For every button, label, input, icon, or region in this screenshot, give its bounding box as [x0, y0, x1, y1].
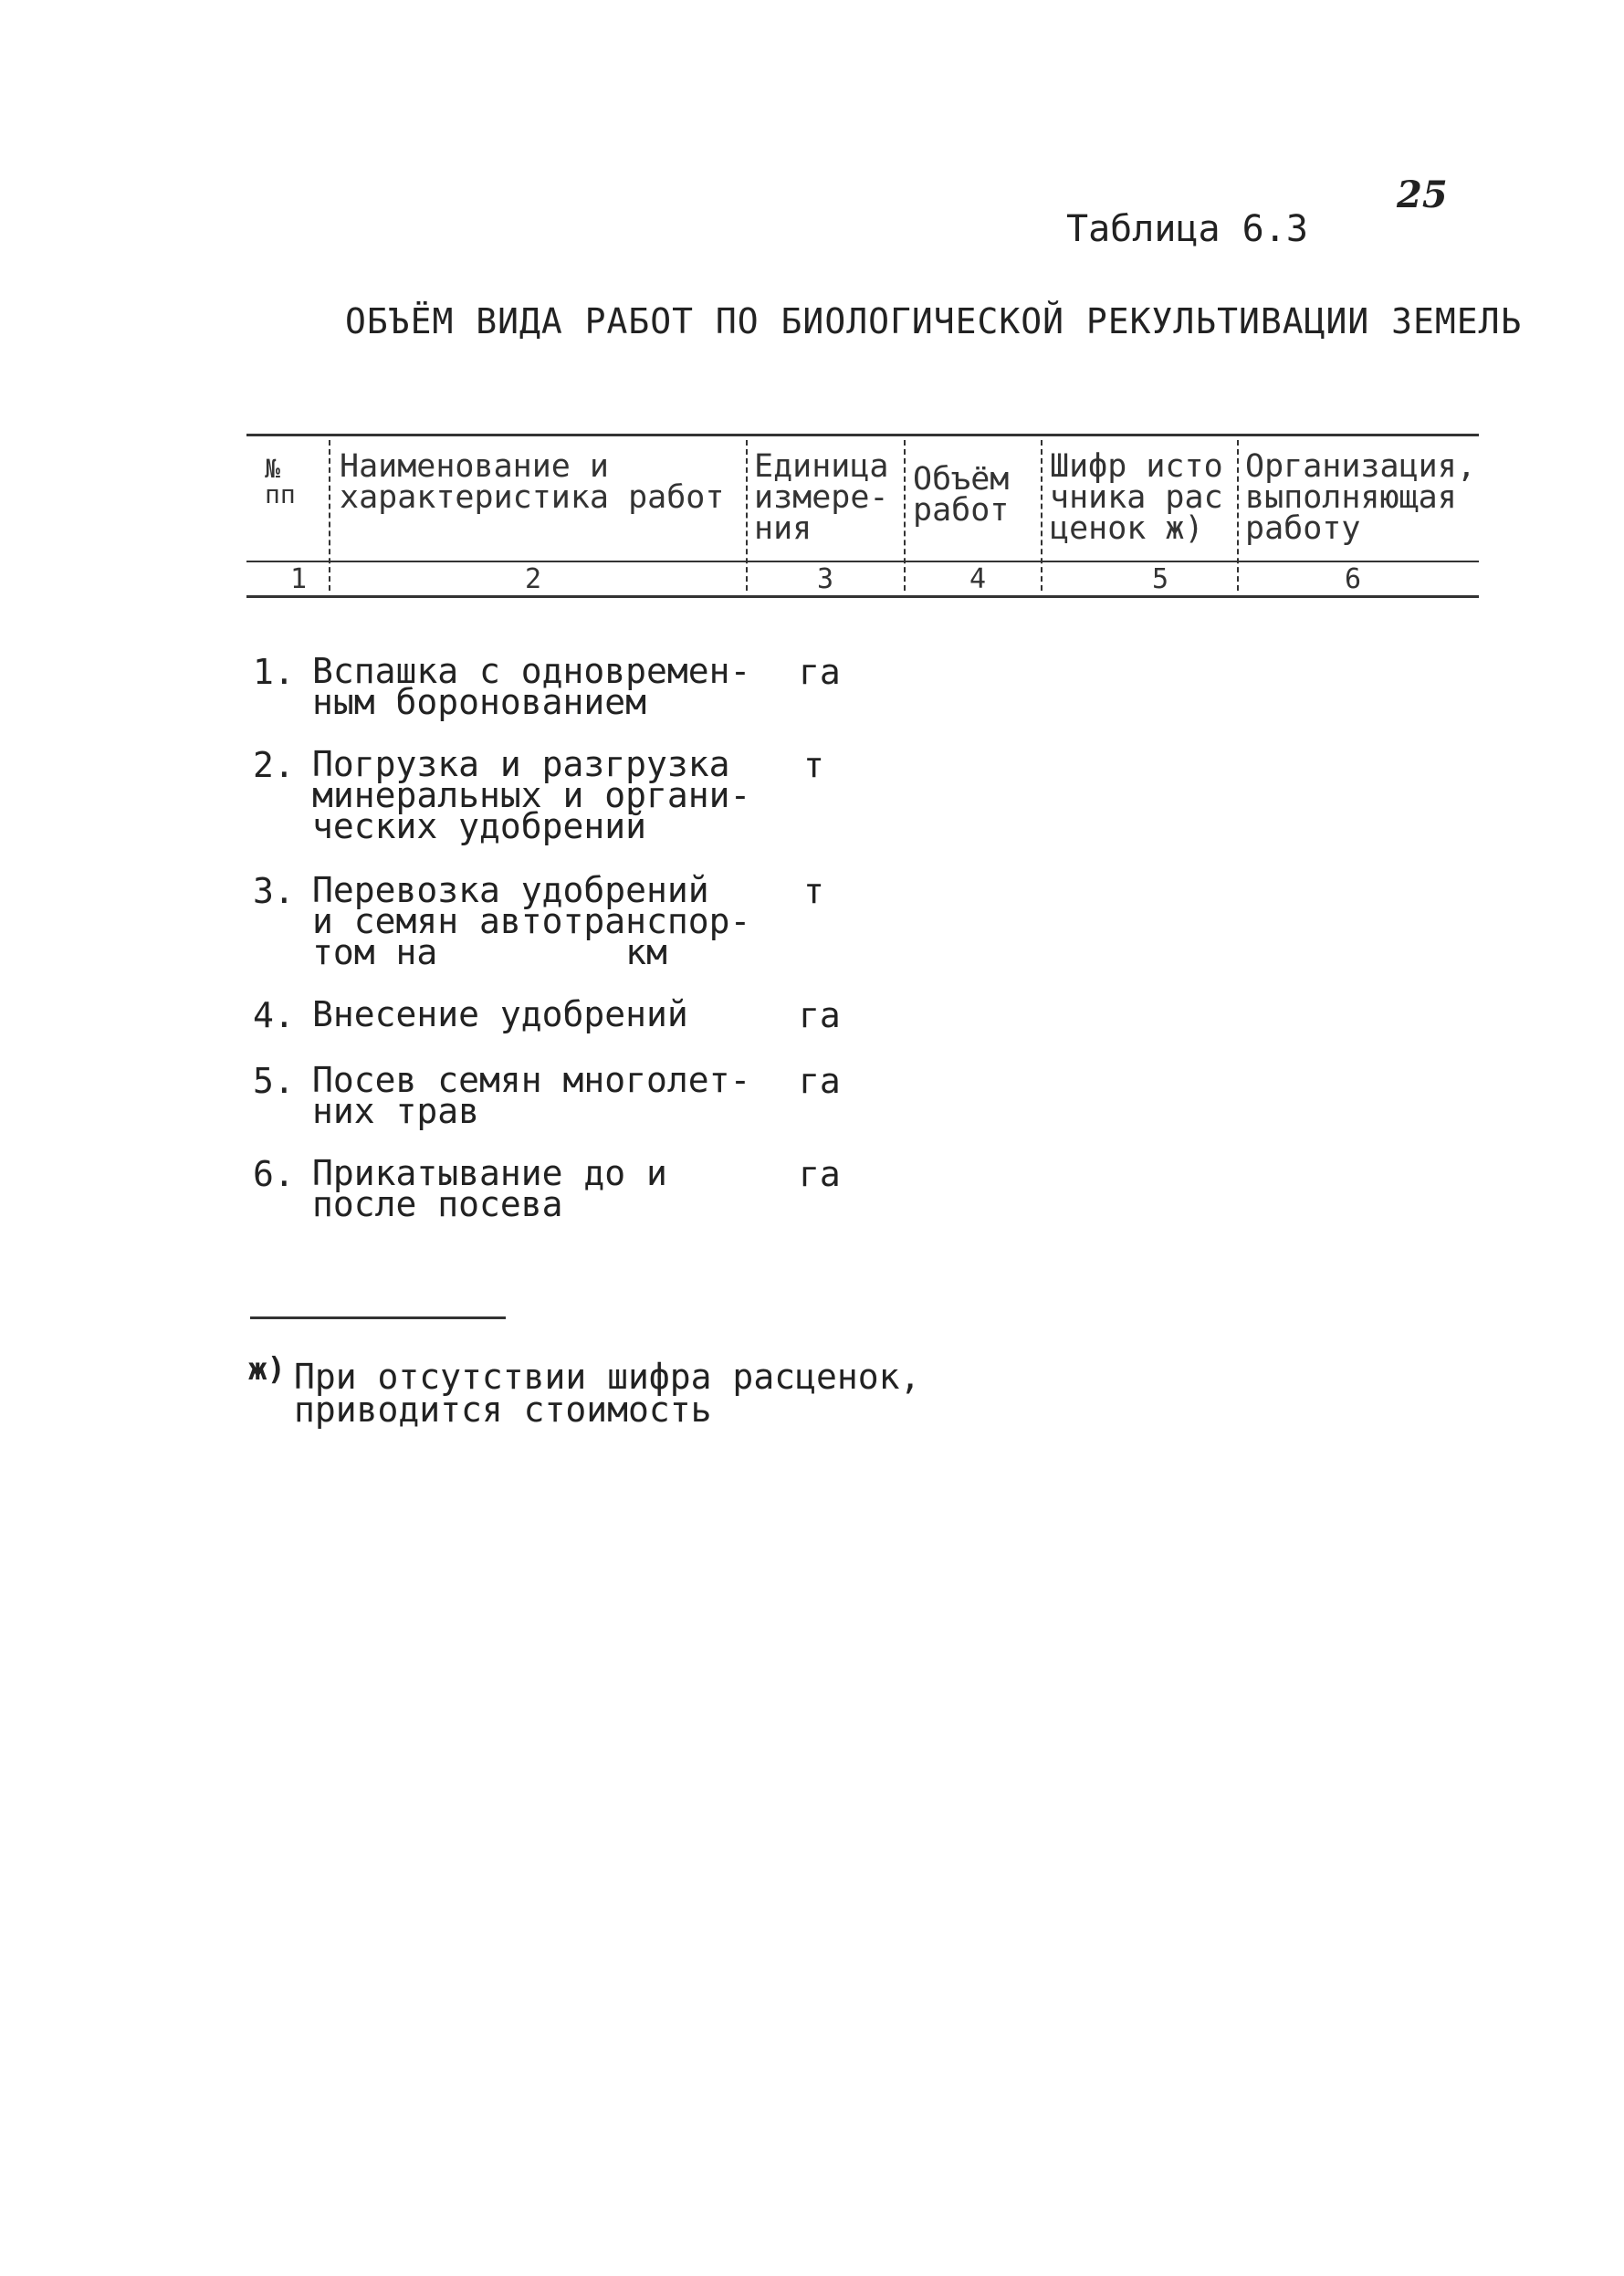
row-number: 4. [253, 995, 295, 1035]
column-number: 1 [290, 563, 308, 595]
column-separator [1237, 440, 1239, 591]
row-number: 2. [253, 745, 295, 785]
row-unit: т [803, 745, 824, 785]
header-cell-number: № пп [265, 454, 296, 509]
column-separator [904, 440, 906, 591]
row-work-name: Вспашка с одновремен- ным боронованием [312, 651, 751, 722]
column-number: 3 [817, 563, 834, 595]
footnote-text: При отсутствии шифра расценок, приводится стоимость [294, 1357, 921, 1430]
column-numbers-rule [246, 595, 1479, 598]
row-number: 5. [253, 1061, 295, 1101]
row-unit: т [803, 871, 824, 911]
column-separator [329, 440, 330, 591]
footnote-separator [250, 1316, 506, 1319]
header-cell-name: Наименование и характеристика работ [340, 448, 725, 516]
header-cell-unit: Единица измере- ния [754, 448, 889, 547]
column-number: 4 [969, 563, 987, 595]
row-unit: га [799, 652, 841, 692]
column-separator [1041, 440, 1043, 591]
footnote-mark: ж) [248, 1351, 286, 1388]
row-work-name: Внесение удобрений [312, 994, 688, 1034]
column-number: 6 [1345, 563, 1362, 595]
row-unit: га [799, 1061, 841, 1101]
row-unit: га [799, 1154, 841, 1194]
header-cell-rate-code: Шифр исто чника рас ценок ж) [1050, 448, 1223, 547]
document-title: ОБЪЁМ ВИДА РАБОТ ПО БИОЛОГИЧЕСКОЙ РЕКУЛЬТИВАЦИИ ЗЕМЕЛЬ [345, 301, 1523, 341]
row-number: 6. [253, 1154, 295, 1194]
row-work-name: Погрузка и разгрузка минеральных и органи- ческих удобрений [312, 744, 751, 846]
column-number: 2 [525, 563, 542, 595]
table-top-rule [246, 434, 1479, 436]
row-work-name: Посев семян многолет- них трав [312, 1060, 751, 1131]
row-number: 1. [253, 652, 295, 692]
page-number: 25 [1397, 173, 1448, 216]
header-cell-volume: Объём работ [913, 461, 1010, 529]
column-number: 5 [1152, 563, 1169, 595]
column-separator [746, 440, 748, 591]
row-work-name: Перевозка удобрений и семян автотранспор- том на км [312, 870, 751, 972]
header-bottom-rule [246, 561, 1479, 562]
header-cell-organization: Организация, выполняющая работу [1245, 448, 1476, 547]
table-label: Таблица 6.3 [1066, 208, 1308, 250]
row-work-name: Прикатывание до и после посева [312, 1153, 667, 1224]
row-unit: га [799, 995, 841, 1035]
row-number: 3. [253, 871, 295, 911]
